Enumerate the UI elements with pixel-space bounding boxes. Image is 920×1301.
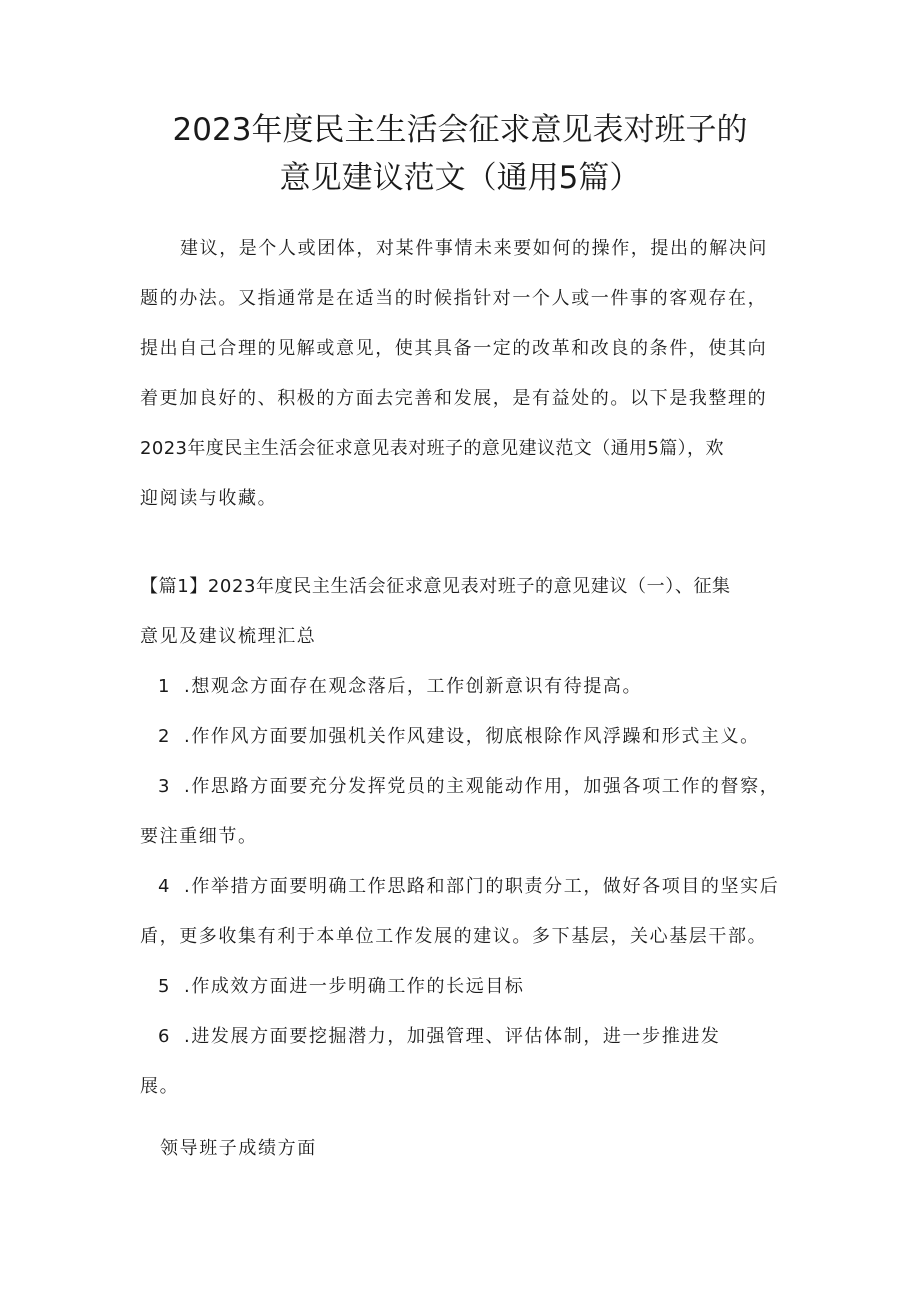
list-item-continuation: 盾，更多收集有利于本单位工作发展的建议。多下基层，关心基层干部。 bbox=[140, 926, 768, 947]
list-item-text: .进发展方面要挖掘潜力，加强管理、评估体制，进一步推进发 bbox=[184, 1026, 721, 1047]
intro-paragraph-line: 2023年度民主生活会征求意见表对班子的意见建议范文（通用5篇），欢 bbox=[140, 438, 724, 459]
list-item-text: .作作风方面要加强机关作风建设，彻底根除作风浮躁和形式主义。 bbox=[184, 726, 760, 747]
list-item-text: .想观念方面存在观念落后，工作创新意识有待提高。 bbox=[184, 676, 643, 697]
document-title-line-1: 2023年度民主生活会征求意见表对班子的 bbox=[172, 112, 748, 148]
list-item bbox=[158, 1024, 721, 1050]
list-item bbox=[158, 774, 779, 800]
list-item-number: 3 bbox=[158, 776, 172, 797]
intro-paragraph-line: 提出自己合理的见解或意见，使其具备一定的改革和改良的条件，使其向 bbox=[140, 338, 768, 359]
intro-paragraph-line: 题的办法。又指通常是在适当的时候指针对一个人或一件事的客观存在， bbox=[140, 288, 768, 309]
list-item-text: .作成效方面进一步明确工作的长远目标 bbox=[184, 976, 525, 997]
section-heading-line-2: 意见及建议梳理汇总 bbox=[140, 626, 317, 647]
intro-paragraph-line: 着更加良好的、积极的方面去完善和发展，是有益处的。以下是我整理的 bbox=[140, 388, 768, 409]
list-item-continuation: 展。 bbox=[140, 1076, 180, 1097]
list-item-text: .作举措方面要明确工作思路和部门的职责分工，做好各项目的坚实后 bbox=[184, 876, 780, 897]
section-heading-line-1: 【篇1】2023年度民主生活会征求意见表对班子的意见建议（一）、征集 bbox=[140, 576, 731, 597]
list-item-number: 1 bbox=[158, 676, 172, 697]
document-title-line-2: 意见建议范文（通用5篇） bbox=[279, 160, 641, 196]
list-item bbox=[158, 674, 642, 700]
list-item-number: 2 bbox=[158, 726, 172, 747]
list-item-number: 6 bbox=[158, 1026, 172, 1047]
list-item-number: 4 bbox=[158, 876, 172, 897]
section-subheading: 领导班子成绩方面 bbox=[160, 1138, 317, 1159]
intro-paragraph-line: 迎阅读与收藏。 bbox=[140, 488, 278, 509]
list-item-text: .作思路方面要充分发挥党员的主观能动作用，加强各项工作的督察， bbox=[184, 776, 780, 797]
list-item-continuation: 要注重细节。 bbox=[140, 826, 258, 847]
list-item bbox=[158, 724, 760, 750]
list-item-number: 5 bbox=[158, 976, 172, 997]
list-item bbox=[158, 874, 779, 900]
intro-paragraph-line: 建议，是个人或团体，对某件事情未来要如何的操作，提出的解决问 bbox=[180, 238, 768, 259]
list-item bbox=[158, 974, 525, 1000]
